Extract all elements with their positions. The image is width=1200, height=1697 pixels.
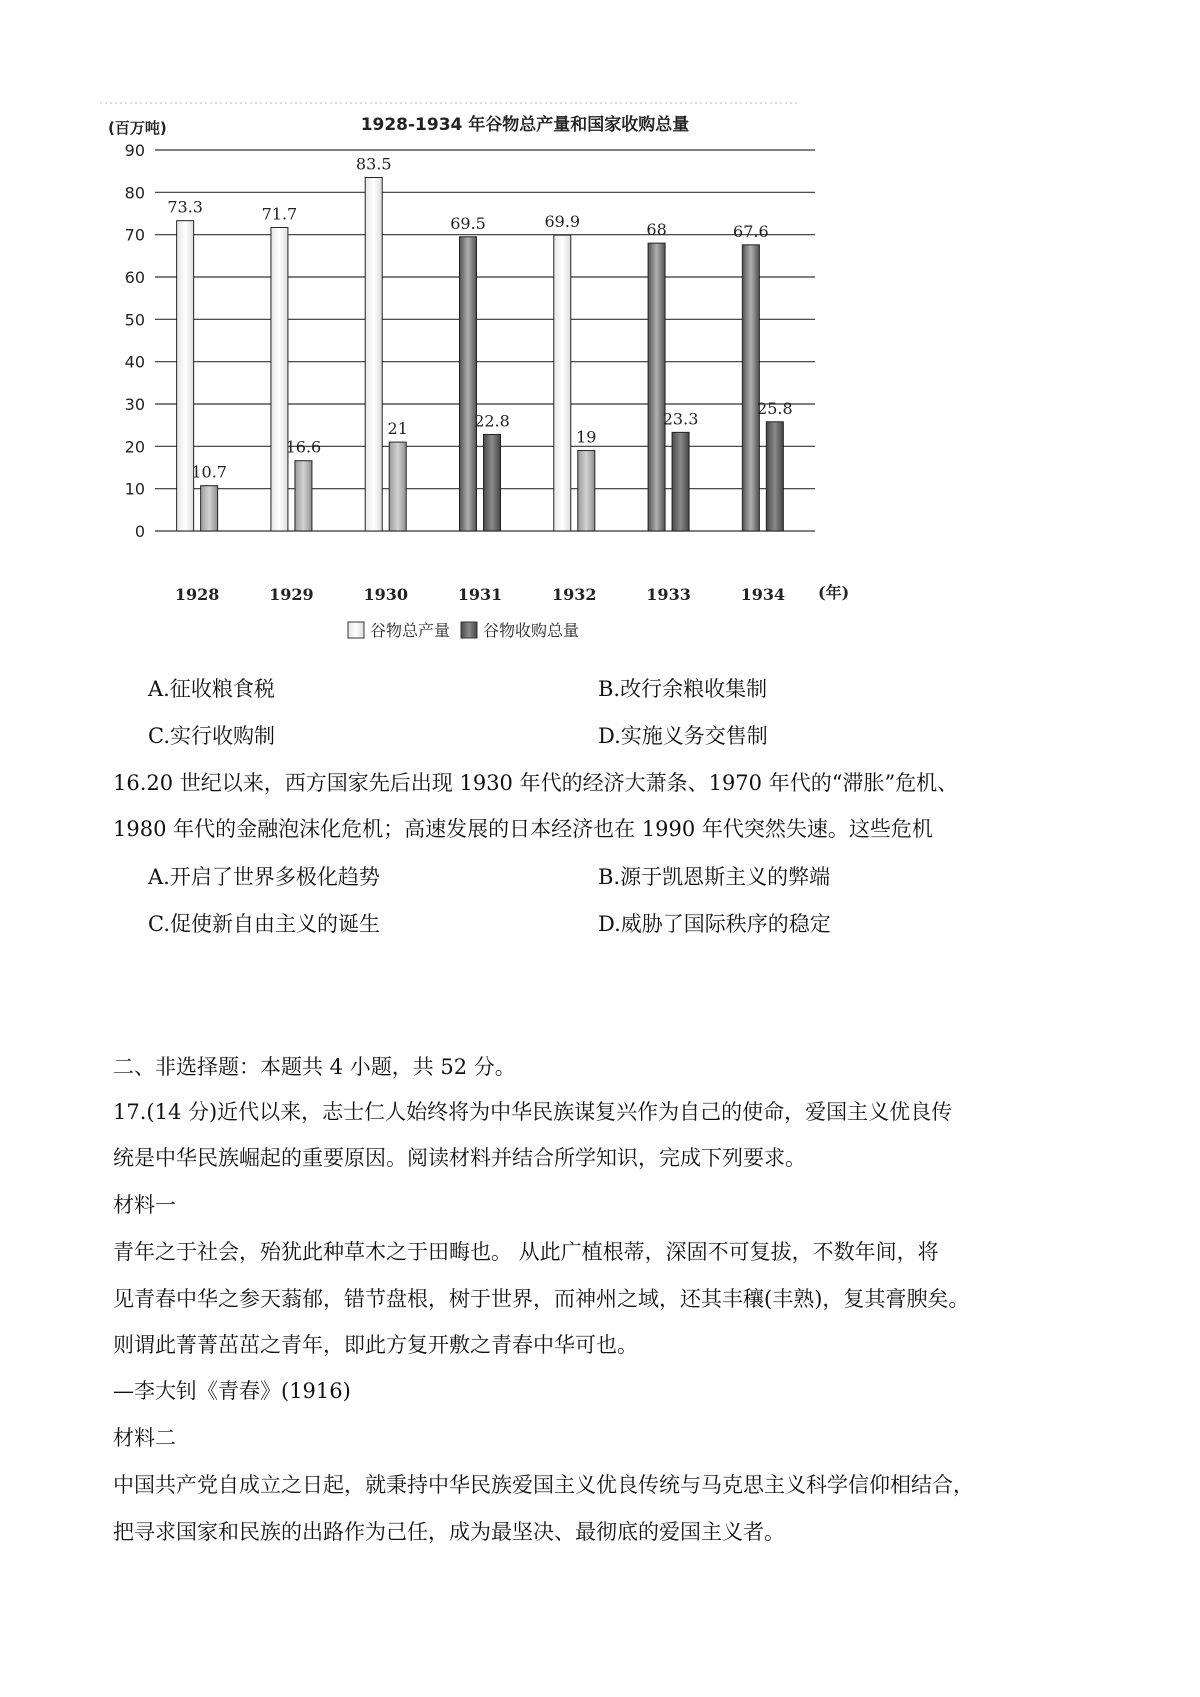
y-tick-60: 60 xyxy=(124,268,145,287)
material2-line2: 把寻求国家和民族的出路作为己任，成为最坚决、最彻底的爱国主义者。 xyxy=(113,1520,785,1544)
label-purchase-1932: 19 xyxy=(576,427,597,447)
y-tick-90: 90 xyxy=(124,141,145,160)
material2-title: 材料二 xyxy=(113,1426,176,1450)
y-axis-unit: (百万吨) xyxy=(108,119,167,137)
legend-label-production: 谷物总产量 xyxy=(370,621,451,640)
x-tick-1929: 1929 xyxy=(269,585,314,604)
label-production-1929: 71.7 xyxy=(261,204,298,224)
label-production-1934: 67.6 xyxy=(733,221,769,241)
grain-chart-svg xyxy=(100,100,900,660)
material1-line1: 青年之于社会，殆犹此种草木之于田畮也。 从此广植根蒂，深固不可复拔，不数年间，将 xyxy=(113,1240,939,1264)
x-tick-1930: 1930 xyxy=(363,585,408,604)
bar-production-1934 xyxy=(742,245,759,531)
bar-production-1929 xyxy=(271,227,288,531)
grain-chart xyxy=(100,100,900,660)
bar-production-1928 xyxy=(177,221,194,531)
label-purchase-1930: 21 xyxy=(387,419,408,439)
label-purchase-1934: 25.8 xyxy=(757,398,793,418)
q15-option-c[interactable]: C.实行收购制 xyxy=(148,724,275,748)
q15-option-d[interactable]: D.实施义务交售制 xyxy=(598,724,768,748)
material1-line3: 则谓此菁菁茁茁之青年，即此方复开敷之青春中华可也。 xyxy=(113,1333,638,1357)
material2-line1: 中国共产党自成立之日起，就秉持中华民族爱国主义优良传统与马克思主义科学信仰相结合， xyxy=(113,1473,974,1497)
y-tick-80: 80 xyxy=(124,183,145,203)
label-production-1933: 68 xyxy=(646,220,667,240)
x-tick-1934: 1934 xyxy=(740,585,786,604)
q17-stem-line2: 统是中华民族崛起的重要原因。阅读材料并结合所学知识，完成下列要求。 xyxy=(113,1146,806,1170)
q15-option-a[interactable]: A.征收粮食税 xyxy=(148,677,275,701)
q17-stem-line1: 17.(14 分)近代以来，志士仁人始终将为中华民族谋复兴作为自己的使命，爱国主义优良传 xyxy=(113,1100,953,1124)
x-tick-1932: 1932 xyxy=(552,585,597,604)
label-purchase-1933: 23.3 xyxy=(662,409,699,429)
label-production-1931: 69.5 xyxy=(450,213,486,233)
y-tick-70: 70 xyxy=(124,225,145,245)
bar-production-1933 xyxy=(648,243,665,531)
x-axis-unit: (年) xyxy=(818,583,850,602)
bar-purchase-1933 xyxy=(672,432,689,531)
legend-swatch-purchase xyxy=(461,622,477,638)
label-production-1932: 69.9 xyxy=(544,212,581,232)
bar-purchase-1928 xyxy=(201,486,218,531)
bar-purchase-1934 xyxy=(766,422,783,531)
legend-swatch-production xyxy=(348,622,364,638)
bar-purchase-1932 xyxy=(578,451,595,531)
y-tick-40: 40 xyxy=(124,352,145,372)
label-production-1930: 83.5 xyxy=(355,154,392,174)
bar-purchase-1930 xyxy=(389,442,406,531)
label-production-1928: 73.3 xyxy=(167,197,203,217)
y-tick-0: 0 xyxy=(134,522,145,541)
q16-option-c[interactable]: C.促使新自由主义的诞生 xyxy=(148,912,380,936)
x-tick-1933: 1933 xyxy=(646,585,691,604)
section2-heading: 二、非选择题：本题共 4 小题，共 52 分。 xyxy=(113,1055,516,1079)
y-tick-labels xyxy=(125,141,145,541)
q16-option-a[interactable]: A.开启了世界多极化趋势 xyxy=(148,865,380,889)
label-purchase-1929: 16.6 xyxy=(285,437,322,457)
bar-production-1931 xyxy=(460,237,477,531)
label-purchase-1931: 22.8 xyxy=(474,411,510,431)
chart-title: 1928-1934 年谷物总产量和国家收购总量 xyxy=(360,115,690,135)
y-tick-50: 50 xyxy=(124,310,145,330)
bar-purchase-1929 xyxy=(295,461,312,531)
q16-stem-line1: 16.20 世纪以来，西方国家先后出现 1930 年代的经济大萧条、1970 年代的“滞胀”危机、 xyxy=(113,771,959,795)
q15-option-b[interactable]: B.改行余粮收集制 xyxy=(598,677,768,701)
y-tick-30: 30 xyxy=(124,395,145,414)
x-tick-labels xyxy=(175,585,785,604)
q16-option-d[interactable]: D.威胁了国际秩序的稳定 xyxy=(598,912,831,936)
q16-option-b[interactable]: B.源于凯恩斯主义的弊端 xyxy=(598,865,831,889)
material1-source: —李大钊《青春》(1916) xyxy=(113,1379,351,1403)
label-purchase-1928: 10.7 xyxy=(191,462,227,482)
material1-title: 材料一 xyxy=(113,1193,176,1217)
bar-purchase-1931 xyxy=(484,434,501,531)
q16-stem-line2: 1980 年代的金融泡沫化危机；高速发展的日本经济也在 1990 年代突然失速。这些危机 xyxy=(113,817,933,841)
y-tick-10: 10 xyxy=(124,479,145,499)
legend-label-purchase: 谷物收购总量 xyxy=(483,621,580,640)
x-tick-1928: 1928 xyxy=(174,585,220,604)
bars xyxy=(167,155,792,531)
bar-production-1930 xyxy=(365,178,382,531)
material1-line2: 见青春中华之参天蓊郁，错节盘根，树于世界，而神州之域，还其丰穰(丰熟)，复其膏腴矣。 xyxy=(113,1287,970,1311)
y-tick-20: 20 xyxy=(124,437,145,457)
x-tick-1931: 1931 xyxy=(457,585,503,604)
bar-production-1932 xyxy=(554,235,571,531)
